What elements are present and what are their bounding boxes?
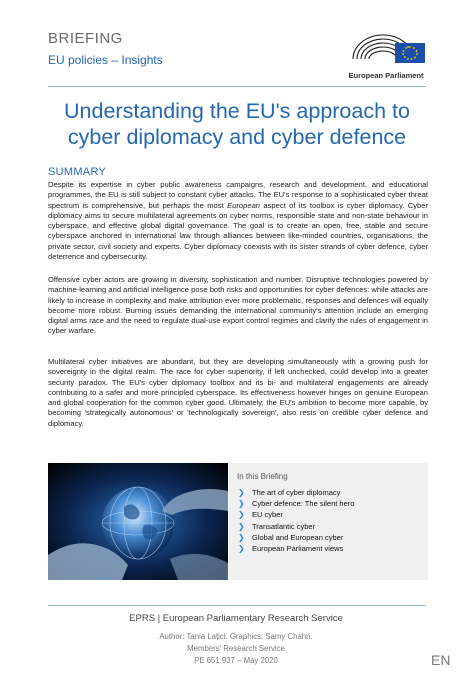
globe-hands-illustration <box>48 463 228 580</box>
chevron-right-icon: ❯ <box>238 510 245 520</box>
contents-item[interactable] <box>238 521 354 532</box>
contents-item[interactable] <box>238 498 354 509</box>
service-line: Members' Research Service <box>187 644 285 653</box>
contents-item-label: EU cyber <box>252 510 283 520</box>
summary-text: Despite its expertise in cyber public awareness campaigns, research and development, and educational programmes, the EU is still subject to constant cyber attacks. The EU's response to a sophisticated cyber threat spectrum is comprehensive, but perhaps the most <box>48 180 428 210</box>
summary-paragraph: Offensive cyber actors are growing in diversity, sophistication and number. Disruptive technologies powered by machine-learning and artificial intelligence pose both risks and opportunities for cyber defences: while attacks are likely to increase in complexity and make attribution ever more problematic, responses and defences will equally become more robust. Burning issues demanding the international community's attention include an emerging digital arms race and the need to regulate dual-use export control regimes and clarify the rules of engagement in cyber warfare. <box>48 275 428 336</box>
chevron-right-icon: ❯ <box>238 488 245 497</box>
title-line: cyber diplomacy and cyber defence <box>67 125 407 149</box>
chevron-right-icon: ❯ <box>238 544 245 554</box>
contents-heading: In this Briefing <box>237 472 288 481</box>
logo-label: European Parliament <box>348 71 424 80</box>
summary-heading: SUMMARY <box>48 166 107 178</box>
title-line: Understanding the EU's approach to <box>64 99 410 123</box>
series-label: BRIEFING <box>48 30 123 47</box>
contents-item-label: Transatlantic cyber <box>252 521 316 531</box>
header-divider <box>48 86 426 87</box>
author-line: Author: Tania Lațici. Graphics: Samy Chahri. <box>159 632 313 641</box>
document-title <box>48 98 426 150</box>
contents-list <box>238 487 354 554</box>
reference-line: PE 651.937 – May 2020 <box>194 656 278 665</box>
contents-item[interactable] <box>238 543 354 554</box>
publisher-name: EPRS | European Parliamentary Research Service <box>129 613 343 624</box>
summary-emphasis: European <box>227 200 261 210</box>
contents-item-label: The art of cyber diplomacy <box>252 488 341 497</box>
chevron-right-icon: ❯ <box>238 532 245 542</box>
summary-paragraph: Multilateral cyber initiatives are abundant, but they are developing simultaneously with a growing push for sovereignty in the digital realm. The race for cyber superiority, if left unchecked, could develop into a greater security paradox. The EU's cyber diplomacy toolbox and its bi- and multilateral engagements are already contributing to a safer and more principled cyberspace. Its effectiveness however hinges on genuine European and global cooperation for the common cyber good. Ultimately, the EU's ambition to become more capable, by becoming 'strategically autonomous' or 'technologically sovereign', also rests on credible cyber defence and diplomacy. <box>48 357 428 428</box>
contents-item-label: Cyber defence: The silent hero <box>252 499 355 509</box>
chevron-right-icon: ❯ <box>238 499 245 509</box>
contents-item[interactable] <box>238 509 354 520</box>
footer-divider <box>48 605 426 606</box>
summary-text: aspect of its toolbox is cyber diplomacy. Cyber diplomacy aims to secure multilateral agreements on cyber norms, responsible state and non-state behaviour in cyberspace, and effective global digital governance. The goal is to create an open, free, stable and secure cyberspace anchored in international law through alliances between like-minded countries, organisations, the private sector, civil society and experts. Cyber diplomacy coexists with its sister strands of cyber defence, cyber deterrence and cybersecurity. <box>48 200 428 262</box>
contents-item-label: Global and European cyber <box>252 532 344 542</box>
contents-item[interactable] <box>238 487 354 498</box>
contents-item-label: European Parliament views <box>252 544 344 554</box>
chevron-right-icon: ❯ <box>238 521 245 531</box>
briefing-contents-box <box>229 463 428 580</box>
summary-paragraph <box>48 180 428 262</box>
cover-image <box>48 463 228 580</box>
series-subtitle: EU policies – Insights <box>48 53 163 67</box>
language-code: EN <box>431 652 451 668</box>
contents-item[interactable] <box>238 532 354 543</box>
